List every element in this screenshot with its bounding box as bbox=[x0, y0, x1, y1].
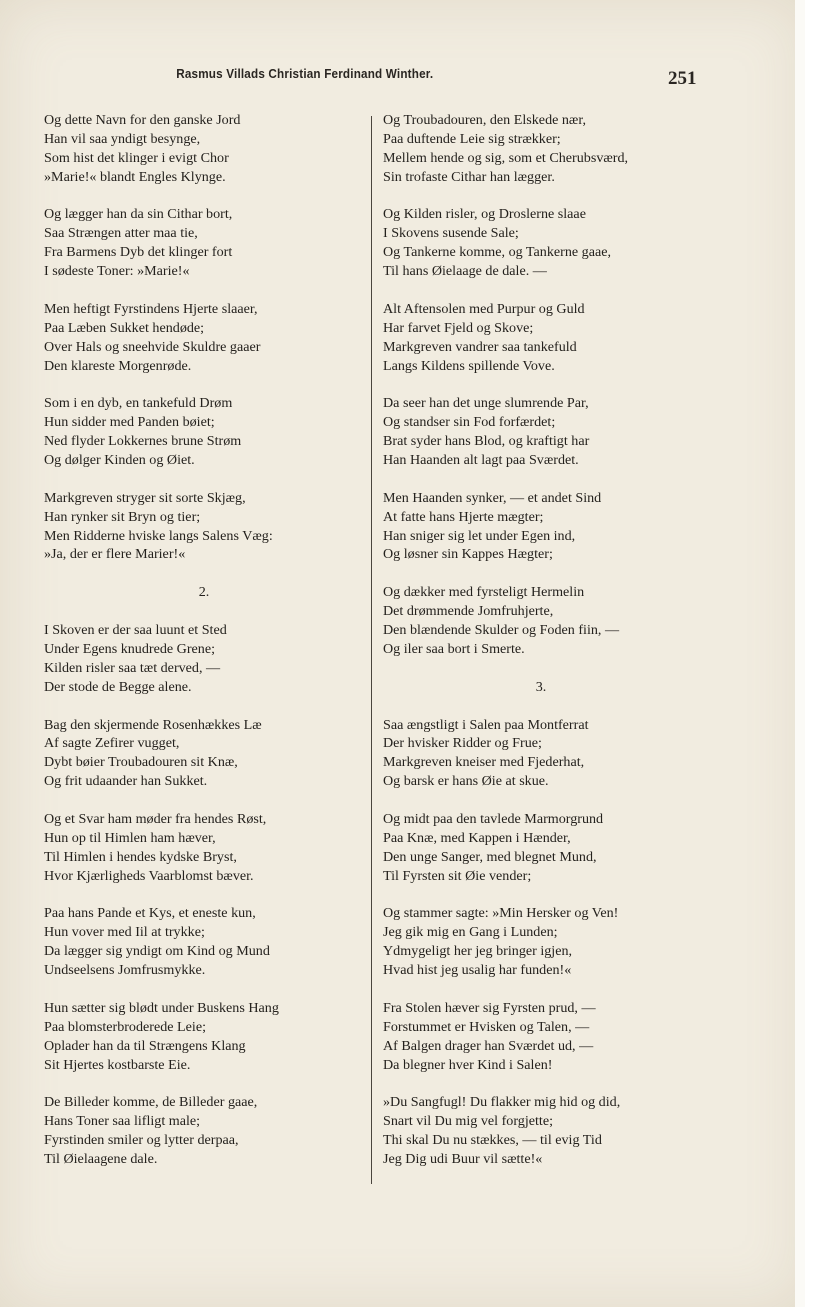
verse-line: Paa Knæ, med Kappen i Hænder, bbox=[383, 829, 571, 846]
stanza bbox=[383, 583, 699, 659]
verse-line: Der hvisker Ridder og Frue; bbox=[383, 735, 542, 752]
stanza bbox=[44, 300, 364, 376]
verse-line: Jeg gik mig en Gang i Lunden; bbox=[383, 924, 558, 941]
stanza bbox=[383, 300, 699, 376]
stanza bbox=[44, 111, 364, 187]
verse-line: Det drømmende Jomfruhjerte, bbox=[383, 603, 554, 620]
verse-line: Mellem hende og sig, som et Cherubsværd, bbox=[383, 149, 629, 166]
verse-line: Thi skal Du nu stækkes, — til evig Tid bbox=[383, 1132, 602, 1149]
verse-line: Markgreven kneiser med Fjederhat, bbox=[383, 754, 585, 771]
verse-line: Den unge Sanger, med blegnet Mund, bbox=[383, 848, 597, 865]
verse-line: Til Himlen i hendes kydske Bryst, bbox=[44, 848, 237, 865]
verse-line: Hun sidder med Panden bøiet; bbox=[44, 414, 215, 431]
verse-line: Til Fyrsten sit Øie vender; bbox=[383, 867, 532, 884]
verse-line: Snart vil Du mig vel forgjette; bbox=[383, 1113, 554, 1130]
verse-line: Oplader han da til Strængens Klang bbox=[44, 1037, 246, 1054]
stanza bbox=[44, 904, 364, 980]
verse-line: I Skovens susende Sale; bbox=[383, 225, 519, 242]
stanza bbox=[44, 489, 364, 565]
verse-line: Fyrstinden smiler og lytter derpaa, bbox=[44, 1132, 239, 1149]
verse-line: Sin trofaste Cithar han lægger. bbox=[383, 168, 555, 185]
verse-line: Fra Stolen hæver sig Fyrsten prud, — bbox=[383, 999, 596, 1016]
verse-line: Saa Strængen atter maa tie, bbox=[44, 225, 198, 242]
verse-line: Til Øielaagene dale. bbox=[44, 1150, 158, 1167]
verse-line: Hun sætter sig blødt under Buskens Hang bbox=[44, 999, 279, 1016]
verse-line: I Skoven er der saa luunt et Sted bbox=[44, 622, 227, 639]
verse-line: Og iler saa bort i Smerte. bbox=[383, 640, 525, 657]
verse-line: Men Ridderne hviske langs Salens Væg: bbox=[44, 527, 273, 544]
verse-line: Dybt bøier Troubadouren sit Knæ, bbox=[44, 754, 238, 771]
stanza bbox=[383, 111, 699, 187]
stanza bbox=[44, 621, 364, 697]
running-header-title: Rasmus Villads Christian Ferdinand Winther. bbox=[176, 66, 434, 81]
stanza bbox=[383, 716, 699, 792]
verse-line: Og dette Navn for den ganske Jord bbox=[44, 112, 241, 128]
verse-line: Men Haanden synker, — et andet Sind bbox=[383, 489, 602, 506]
verse-line: Som hist det klinger i evigt Chor bbox=[44, 149, 229, 166]
verse-line: Bag den skjermende Rosenhækkes Læ bbox=[44, 716, 262, 733]
verse-line: Til hans Øielaage de dale. — bbox=[383, 263, 547, 280]
stanza bbox=[383, 999, 699, 1075]
verse-line: Sit Hjertes kostbarste Eie. bbox=[44, 1056, 191, 1073]
verse-line: Ned flyder Lokkernes brune Strøm bbox=[44, 433, 242, 450]
verse-line: Brat syder hans Blod, og kraftigt har bbox=[383, 433, 590, 450]
verse-line: Og standser sin Fod forfærdet; bbox=[383, 414, 556, 431]
stanza bbox=[383, 394, 699, 470]
verse-line: Jeg Dig udi Buur vil sætte!« bbox=[383, 1150, 543, 1167]
stanza bbox=[383, 904, 699, 980]
verse-line: Hun op til Himlen ham hæver, bbox=[44, 829, 216, 846]
verse-line: Paa Læben Sukket hendøde; bbox=[44, 319, 205, 336]
left-column bbox=[44, 111, 364, 1188]
verse-line: Markgreven stryger sit sorte Skjæg, bbox=[44, 489, 246, 506]
verse-line: Saa ængstligt i Salen paa Montferrat bbox=[383, 716, 589, 733]
verse-line: Han sniger sig let under Egen ind, bbox=[383, 527, 576, 544]
verse-line: Da blegner hver Kind i Salen! bbox=[383, 1056, 553, 1073]
verse-line: Og frit udaander han Sukket. bbox=[44, 773, 208, 790]
verse-line: Da lægger sig yndigt om Kind og Mund bbox=[44, 943, 270, 960]
verse-line: Under Egens knudrede Grene; bbox=[44, 640, 216, 657]
verse-line: Langs Kildens spillende Vove. bbox=[383, 357, 555, 374]
verse-line: Paa hans Pande et Kys, et eneste kun, bbox=[44, 905, 256, 922]
verse-line: Og et Svar ham møder fra hendes Røst, bbox=[44, 810, 267, 827]
verse-line: Og Tankerne komme, og Tankerne gaae, bbox=[383, 244, 612, 261]
stanza bbox=[44, 999, 364, 1075]
stanza bbox=[44, 810, 364, 886]
page-edge bbox=[795, 0, 805, 1307]
verse-line: Han rynker sit Bryn og tier; bbox=[44, 508, 201, 525]
stanza bbox=[383, 489, 699, 565]
stanza bbox=[44, 1093, 364, 1169]
verse-line: Da seer han det unge slumrende Par, bbox=[383, 395, 589, 412]
verse-line: Ydmygeligt her jeg bringer igjen, bbox=[383, 943, 573, 960]
verse-line: Hun vover med Iil at trykke; bbox=[44, 924, 205, 941]
verse-line: Han Haanden alt lagt paa Sværdet. bbox=[383, 452, 579, 469]
section-number: 3. bbox=[535, 678, 547, 695]
verse-line: Og lægger han da sin Cithar bort, bbox=[44, 206, 233, 223]
verse-line: Over Hals og sneehvide Skuldre gaaer bbox=[44, 338, 261, 355]
verse-line: Hans Toner saa lifligt male; bbox=[44, 1113, 201, 1130]
verse-line: Kilden risler saa tæt derved, — bbox=[44, 659, 221, 676]
verse-line: Og løsner sin Kappes Hægter; bbox=[383, 546, 553, 563]
verse-line: Og barsk er hans Øie at skue. bbox=[383, 773, 549, 790]
verse-line: Og stammer sagte: »Min Hersker og Ven! bbox=[383, 905, 619, 922]
verse-line: Han vil saa yndigt besynge, bbox=[44, 130, 201, 147]
stanza bbox=[383, 205, 699, 281]
verse-line: Af sagte Zefirer vugget, bbox=[44, 735, 180, 752]
stanza bbox=[44, 394, 364, 470]
verse-line: Hvor Kjærligheds Vaarblomst bæver. bbox=[44, 867, 254, 884]
stanza bbox=[383, 1093, 699, 1169]
stanza bbox=[44, 716, 364, 792]
verse-line: Markgreven vandrer saa tankefuld bbox=[383, 338, 577, 355]
verse-line: Paa duftende Leie sig strækker; bbox=[383, 130, 561, 147]
verse-line: Men heftigt Fyrstindens Hjerte slaaer, bbox=[44, 300, 258, 317]
verse-line: »Marie!« blandt Engles Klynge. bbox=[44, 168, 226, 185]
verse-line: Undseelsens Jomfrusmykke. bbox=[44, 962, 206, 979]
stanza bbox=[383, 810, 699, 886]
page-number: 251 bbox=[668, 68, 697, 89]
verse-line: »Ja, der er flere Marier!« bbox=[44, 546, 186, 563]
verse-line: Den klareste Morgenrøde. bbox=[44, 357, 192, 374]
verse-line: Og dækker med fyrsteligt Hermelin bbox=[383, 584, 585, 601]
verse-line: Der stode de Begge alene. bbox=[44, 678, 192, 695]
verse-line: Af Balgen drager han Sværdet ud, — bbox=[383, 1037, 594, 1054]
verse-line: Og Kilden risler, og Droslerne slaae bbox=[383, 206, 586, 223]
verse-line: Fra Barmens Dyb det klinger fort bbox=[44, 244, 233, 261]
verse-line: Hvad hist jeg usalig har funden!« bbox=[383, 962, 572, 979]
stanza bbox=[44, 205, 364, 281]
verse-line: Og midt paa den tavlede Marmorgrund bbox=[383, 810, 604, 827]
column-divider bbox=[371, 116, 372, 1184]
right-column bbox=[383, 111, 699, 1188]
verse-line: At fatte hans Hjerte mægter; bbox=[383, 508, 544, 525]
verse-line: »Du Sangfugl! Du flakker mig hid og did, bbox=[383, 1094, 621, 1111]
section-number: 2. bbox=[198, 584, 210, 601]
verse-line: Og dølger Kinden og Øiet. bbox=[44, 452, 195, 469]
verse-line: Paa blomsterbroderede Leie; bbox=[44, 1018, 207, 1035]
verse-line: Den blændende Skulder og Foden fiin, — bbox=[383, 622, 620, 639]
verse-line: I sødeste Toner: »Marie!« bbox=[44, 263, 190, 280]
verse-line: Forstummet er Hvisken og Talen, — bbox=[383, 1018, 590, 1035]
verse-line: De Billeder komme, de Billeder gaae, bbox=[44, 1094, 258, 1111]
verse-line: Og Troubadouren, den Elskede nær, bbox=[383, 112, 586, 128]
verse-line: Har farvet Fjeld og Skove; bbox=[383, 319, 534, 336]
verse-line: Alt Aftensolen med Purpur og Guld bbox=[383, 300, 585, 317]
verse-line: Som i en dyb, en tankefuld Drøm bbox=[44, 395, 233, 412]
